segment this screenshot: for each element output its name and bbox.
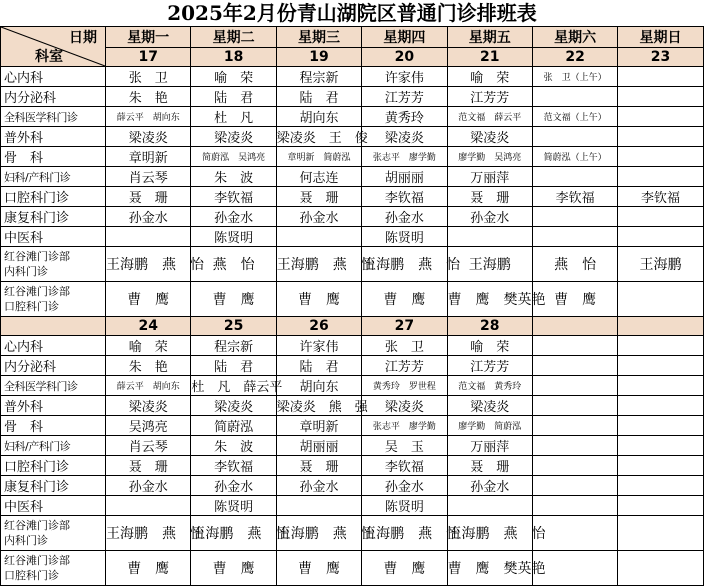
schedule-cell: 曹 鹰: [362, 551, 447, 586]
schedule-row: [1, 551, 704, 586]
schedule-cell: [618, 207, 703, 227]
schedule-cell: 梁凌炎: [447, 127, 532, 147]
date-cell: 27: [362, 317, 447, 336]
schedule-cell: 章明新: [106, 147, 191, 167]
schedule-row: [1, 282, 704, 317]
schedule-cell: [276, 496, 361, 516]
schedule-cell: 孙金水: [362, 476, 447, 496]
schedule-cell: [447, 496, 532, 516]
schedule-cell: [532, 376, 617, 396]
schedule-cell: 王海鹏 燕 怡: [362, 516, 447, 551]
date-cell: 21: [447, 48, 532, 67]
schedule-cell: [106, 496, 191, 516]
date-cell: 22: [532, 48, 617, 67]
schedule-cell: 李钦福: [191, 456, 276, 476]
dept-label-line: 口腔科门诊: [4, 569, 59, 582]
schedule-cell: 孙金水: [447, 207, 532, 227]
corner-cell: [1, 27, 106, 67]
schedule-cell: 张 卫: [106, 67, 191, 87]
dept-cell: 内分泌科: [1, 356, 106, 376]
date-cell: 26: [276, 317, 361, 336]
schedule-cell: 朱 艳: [106, 356, 191, 376]
schedule-cell: [618, 416, 703, 436]
corner-dept-label: 科室: [35, 49, 63, 65]
schedule-cell: [532, 227, 617, 247]
schedule-row: [1, 496, 704, 516]
schedule-cell: 曹 鹰: [191, 551, 276, 586]
schedule-cell: 简蔚泓（上午）: [532, 147, 617, 167]
schedule-cell: 陈贤明: [362, 496, 447, 516]
date-cell: 20: [362, 48, 447, 67]
schedule-cell: 肖云琴: [106, 436, 191, 456]
schedule-cell: 陆 君: [276, 87, 361, 107]
schedule-cell: 曹 鹰: [362, 282, 447, 317]
schedule-cell: [618, 227, 703, 247]
schedule-cell: 江芳芳: [447, 356, 532, 376]
schedule-cell: [618, 476, 703, 496]
schedule-cell: [618, 496, 703, 516]
schedule-cell: 聂 珊: [447, 187, 532, 207]
date-cell: 17: [106, 48, 191, 67]
schedule-cell: [532, 127, 617, 147]
schedule-cell: 万丽萍: [447, 436, 532, 456]
dept-label-line: 红谷滩门诊部: [4, 250, 70, 263]
date-cell-blank: [1, 317, 106, 336]
schedule-cell: 燕 怡: [532, 247, 617, 282]
dept-cell: 妇科/产科门诊: [1, 167, 106, 187]
weekday-header: 星期日: [618, 27, 703, 48]
schedule-cell: 廖学勤 简蔚泓: [447, 416, 532, 436]
schedule-row: [1, 416, 704, 436]
schedule-cell: [618, 396, 703, 416]
schedule-cell: [532, 416, 617, 436]
schedule-cell: [618, 67, 703, 87]
dept-cell: 康复科门诊: [1, 207, 106, 227]
dept-cell: 心内科: [1, 67, 106, 87]
schedule-cell: 王海鹏 燕 怡: [276, 516, 361, 551]
schedule-cell: 聂 珊: [276, 187, 361, 207]
schedule-cell: [618, 356, 703, 376]
schedule-cell: 肖云琴: [106, 167, 191, 187]
date-cell: [532, 317, 617, 336]
schedule-cell: [618, 516, 703, 551]
schedule-row: [1, 476, 704, 496]
schedule-cell: 简蔚泓: [191, 416, 276, 436]
schedule-cell: [618, 456, 703, 476]
schedule-cell: 范文福 黄秀玲: [447, 376, 532, 396]
schedule-cell: 朱 波: [191, 167, 276, 187]
schedule-cell: 许家伟: [276, 336, 361, 356]
schedule-cell: 梁凌炎: [106, 127, 191, 147]
schedule-cell: 陈贤明: [362, 227, 447, 247]
schedule-row: [1, 187, 704, 207]
dept-cell: 妇科/产科门诊: [1, 436, 106, 456]
schedule-cell: 李钦福: [532, 187, 617, 207]
schedule-row: [1, 87, 704, 107]
schedule-cell: 江芳芳: [362, 356, 447, 376]
schedule-cell: 黄秀玲 罗世程: [362, 376, 447, 396]
schedule-cell: [532, 496, 617, 516]
schedule-cell: 张 卫（上午）: [532, 67, 617, 87]
date-cell: 25: [191, 317, 276, 336]
schedule-cell: [532, 436, 617, 456]
schedule-cell: [618, 87, 703, 107]
schedule-cell: 梁凌炎: [447, 396, 532, 416]
dept-cell: 骨 科: [1, 147, 106, 167]
schedule-cell: 李钦福: [191, 187, 276, 207]
schedule-cell: 梁凌炎: [191, 127, 276, 147]
schedule-cell: 江芳芳: [447, 87, 532, 107]
week2-body: [1, 336, 704, 586]
schedule-row: [1, 67, 704, 87]
schedule-cell: 孙金水: [276, 476, 361, 496]
schedule-row: [1, 516, 704, 551]
schedule-cell: 简蔚泓 吴鸿亮: [191, 147, 276, 167]
schedule-cell: [532, 396, 617, 416]
schedule-cell: 胡向东: [276, 107, 361, 127]
dept-cell: 口腔科门诊: [1, 187, 106, 207]
schedule-cell: 李钦福: [362, 456, 447, 476]
weekday-header: 星期三: [276, 27, 361, 48]
schedule-cell: 江芳芳: [362, 87, 447, 107]
schedule-cell: [532, 356, 617, 376]
weekday-header: 星期一: [106, 27, 191, 48]
date-cell: 23: [618, 48, 703, 67]
dept-cell: 中医科: [1, 227, 106, 247]
dept-cell: 骨 科: [1, 416, 106, 436]
schedule-cell: 聂 珊: [106, 456, 191, 476]
schedule-cell: 曹 鹰: [276, 282, 361, 317]
schedule-cell: 陈贤明: [191, 496, 276, 516]
schedule-cell: 孙金水: [106, 476, 191, 496]
schedule-cell: [618, 167, 703, 187]
schedule-cell: 陆 君: [276, 356, 361, 376]
dept-cell: [1, 516, 106, 551]
schedule-cell: [618, 436, 703, 456]
schedule-row: [1, 167, 704, 187]
week1-body: [1, 67, 704, 317]
week1-date-row: [1, 48, 704, 67]
week2-date-row: [1, 317, 704, 336]
schedule-cell: 王海鹏 燕 怡: [106, 247, 191, 282]
schedule-cell: 程宗新: [191, 336, 276, 356]
schedule-cell: 吴鸿亮: [106, 416, 191, 436]
schedule-cell: [532, 456, 617, 476]
schedule-cell: 王海鹏 燕 怡: [276, 247, 361, 282]
schedule-cell: [532, 207, 617, 227]
schedule-cell: 陆 君: [191, 87, 276, 107]
schedule-cell: 朱 艳: [106, 87, 191, 107]
weekday-header-row: [1, 27, 704, 48]
schedule-cell: [447, 227, 532, 247]
dept-cell: 全科医学科门诊: [1, 376, 106, 396]
schedule-cell: 李钦福: [362, 187, 447, 207]
schedule-cell: [618, 376, 703, 396]
schedule-cell: 聂 珊: [447, 456, 532, 476]
schedule-cell: 王海鹏 燕 怡: [106, 516, 191, 551]
schedule-cell: 喻 荣: [447, 67, 532, 87]
schedule-cell: 杜 凡: [191, 107, 276, 127]
schedule-cell: 孙金水: [191, 207, 276, 227]
schedule-cell: 杜 凡 薛云平: [191, 376, 276, 396]
weekday-header: 星期二: [191, 27, 276, 48]
schedule-row: [1, 456, 704, 476]
schedule-cell: 万丽萍: [447, 167, 532, 187]
schedule-table: [0, 26, 704, 586]
dept-cell: 普外科: [1, 396, 106, 416]
schedule-cell: 胡丽丽: [276, 436, 361, 456]
weekday-header: 星期四: [362, 27, 447, 48]
dept-cell: 口腔科门诊: [1, 456, 106, 476]
dept-label-line: 红谷滩门诊部: [4, 285, 70, 298]
schedule-cell: 薛云平 胡向东: [106, 376, 191, 396]
dept-cell: 康复科门诊: [1, 476, 106, 496]
schedule-cell: 章明新 简蔚泓: [276, 147, 361, 167]
date-cell: 28: [447, 317, 532, 336]
schedule-cell: 薛云平 胡向东: [106, 107, 191, 127]
schedule-cell: 喻 荣: [191, 67, 276, 87]
schedule-cell: 曹 鹰: [532, 282, 617, 317]
schedule-cell: 吴 玉: [362, 436, 447, 456]
schedule-cell: [532, 87, 617, 107]
dept-label-line: 内科门诊: [4, 265, 48, 278]
schedule-cell: 梁凌炎: [106, 396, 191, 416]
schedule-cell: 张志平 廖学勤: [362, 147, 447, 167]
schedule-row: [1, 127, 704, 147]
schedule-cell: 梁凌炎: [191, 396, 276, 416]
schedule-cell: 张志平 廖学勤: [362, 416, 447, 436]
dept-cell: [1, 551, 106, 586]
schedule-cell: [618, 107, 703, 127]
schedule-row: [1, 396, 704, 416]
schedule-cell: 曹 鹰: [276, 551, 361, 586]
schedule-cell: [532, 336, 617, 356]
schedule-cell: 章明新: [276, 416, 361, 436]
dept-label-line: 口腔科门诊: [4, 300, 59, 313]
schedule-cell: [532, 167, 617, 187]
dept-label-line: 红谷滩门诊部: [4, 554, 70, 567]
schedule-row: [1, 436, 704, 456]
dept-cell: 全科医学科门诊: [1, 107, 106, 127]
schedule-cell: 孙金水: [276, 207, 361, 227]
weekday-header: 星期六: [532, 27, 617, 48]
dept-cell: [1, 247, 106, 282]
schedule-cell: 陈贤明: [191, 227, 276, 247]
dept-cell: 中医科: [1, 496, 106, 516]
schedule-cell: 王海鹏 燕 怡: [447, 516, 532, 551]
schedule-cell: 梁凌炎: [362, 127, 447, 147]
schedule-cell: 梁凌炎 王 俊: [276, 127, 361, 147]
schedule-row: [1, 376, 704, 396]
schedule-cell: 梁凌炎: [362, 396, 447, 416]
schedule-cell: 聂 珊: [276, 456, 361, 476]
schedule-row: [1, 356, 704, 376]
date-cell: 19: [276, 48, 361, 67]
schedule-cell: 廖学勤 吴鸿亮: [447, 147, 532, 167]
dept-label-line: 内科门诊: [4, 534, 48, 547]
schedule-cell: 胡丽丽: [362, 167, 447, 187]
page-title: 2025年2月份青山湖院区普通门诊排班表: [167, 1, 537, 25]
schedule-cell: 孙金水: [447, 476, 532, 496]
schedule-cell: 聂 珊: [106, 187, 191, 207]
schedule-cell: [618, 147, 703, 167]
weekday-header: 星期五: [447, 27, 532, 48]
schedule-cell: 曹 鹰 樊英艳: [447, 551, 532, 586]
schedule-cell: 梁凌炎 熊 强: [276, 396, 361, 416]
schedule-row: [1, 247, 704, 282]
schedule-cell: [618, 551, 703, 586]
schedule-cell: 陆 君: [191, 356, 276, 376]
schedule-cell: 喻 荣: [106, 336, 191, 356]
schedule-cell: [276, 227, 361, 247]
schedule-cell: 何志连: [276, 167, 361, 187]
schedule-row: [1, 207, 704, 227]
date-cell: 18: [191, 48, 276, 67]
schedule-cell: 李钦福: [618, 187, 703, 207]
schedule-cell: 曹 鹰: [106, 551, 191, 586]
date-cell: [618, 317, 703, 336]
schedule-cell: [618, 336, 703, 356]
dept-cell: 普外科: [1, 127, 106, 147]
schedule-cell: 许家伟: [362, 67, 447, 87]
schedule-cell: 孙金水: [106, 207, 191, 227]
schedule-cell: 范文福（上午）: [532, 107, 617, 127]
schedule-cell: 喻 荣: [447, 336, 532, 356]
dept-label-line: 红谷滩门诊部: [4, 519, 70, 532]
dept-cell: [1, 282, 106, 317]
schedule-cell: 孙金水: [191, 476, 276, 496]
schedule-cell: 范文福 薛云平: [447, 107, 532, 127]
schedule-cell: 燕 怡: [191, 247, 276, 282]
schedule-cell: [106, 227, 191, 247]
schedule-cell: 曹 鹰: [191, 282, 276, 317]
schedule-cell: 曹 鹰 樊英艳: [447, 282, 532, 317]
corner-date-label: 日期: [69, 30, 97, 46]
schedule-cell: [532, 476, 617, 496]
schedule-cell: 王海鹏 燕 怡: [191, 516, 276, 551]
schedule-cell: 王海鹏: [447, 247, 532, 282]
schedule-cell: 曹 鹰: [106, 282, 191, 317]
date-cell: 24: [106, 317, 191, 336]
schedule-cell: [618, 127, 703, 147]
schedule-cell: 程宗新: [276, 67, 361, 87]
schedule-cell: 王海鹏 燕 怡: [362, 247, 447, 282]
schedule-row: [1, 147, 704, 167]
schedule-row: [1, 336, 704, 356]
schedule-row: [1, 107, 704, 127]
schedule-cell: 王海鹏: [618, 247, 703, 282]
schedule-row: [1, 227, 704, 247]
schedule-cell: 孙金水: [362, 207, 447, 227]
schedule-cell: 朱 波: [191, 436, 276, 456]
dept-cell: 内分泌科: [1, 87, 106, 107]
dept-cell: 心内科: [1, 336, 106, 356]
schedule-cell: 张 卫: [362, 336, 447, 356]
schedule-cell: 胡向东: [276, 376, 361, 396]
schedule-cell: 黄秀玲: [362, 107, 447, 127]
schedule-cell: [618, 282, 703, 317]
